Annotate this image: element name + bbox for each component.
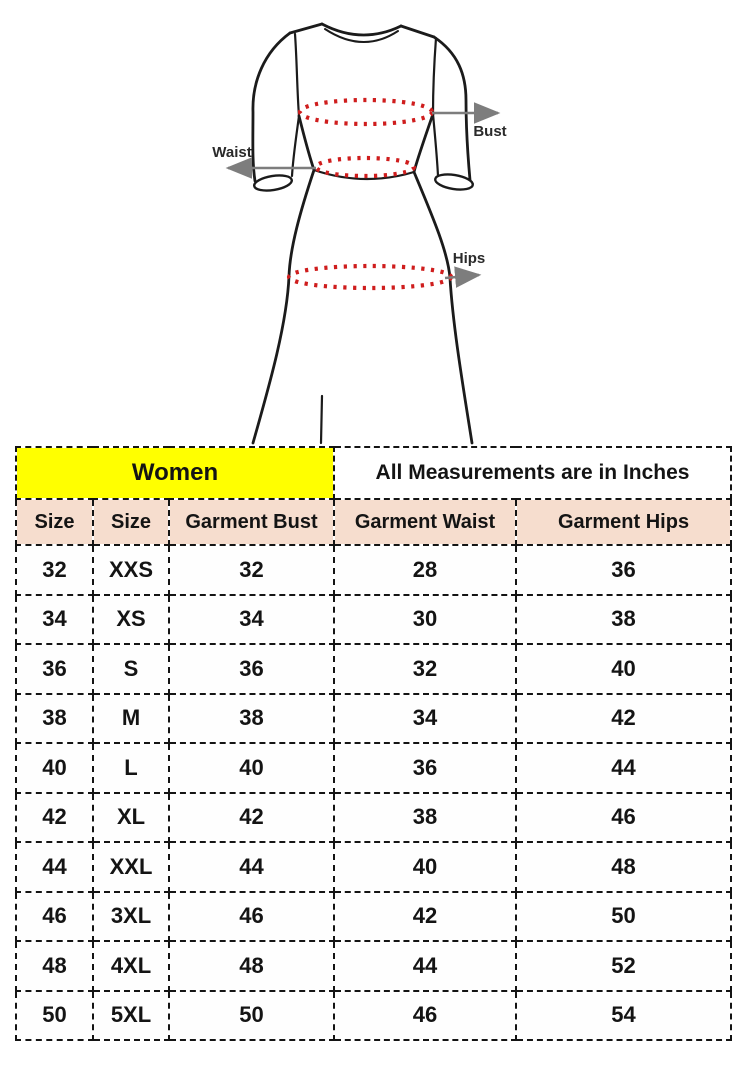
table-row <box>16 694 731 744</box>
table-row <box>16 595 731 645</box>
bust-measure-ellipse <box>300 100 432 124</box>
cell-bust: 50 <box>169 991 334 1041</box>
cell-size-number: 46 <box>16 892 93 942</box>
cell-hips: 44 <box>516 743 731 793</box>
women-group-header: Women <box>16 447 334 499</box>
cell-hips: 50 <box>516 892 731 942</box>
cell-size-letter: XXS <box>93 545 169 595</box>
cell-bust: 32 <box>169 545 334 595</box>
cell-size-letter: S <box>93 644 169 694</box>
cell-size-number: 36 <box>16 644 93 694</box>
right-armhole-seam <box>433 38 436 114</box>
col-header-size-letter: Size <box>93 499 169 545</box>
col-header-size-number: Size <box>16 499 93 545</box>
cell-hips: 48 <box>516 842 731 892</box>
cell-hips: 52 <box>516 941 731 991</box>
center-slit <box>321 396 322 443</box>
cell-waist: 44 <box>334 941 516 991</box>
left-cuff <box>253 173 293 193</box>
cell-bust: 36 <box>169 644 334 694</box>
right-bodice-side <box>414 114 433 172</box>
column-header-row <box>16 499 731 545</box>
cell-waist: 38 <box>334 793 516 843</box>
bust-label: Bust <box>473 123 507 140</box>
cell-size-number: 34 <box>16 595 93 645</box>
cell-waist: 42 <box>334 892 516 942</box>
cell-hips: 40 <box>516 644 731 694</box>
measurement-unit-header: All Measurements are in Inches <box>334 447 731 499</box>
cell-size-number: 40 <box>16 743 93 793</box>
cell-hips: 38 <box>516 595 731 645</box>
table-row <box>16 991 731 1041</box>
cell-bust: 48 <box>169 941 334 991</box>
cell-waist: 30 <box>334 595 516 645</box>
cell-size-number: 42 <box>16 793 93 843</box>
table-row <box>16 892 731 942</box>
hips-label: Hips <box>452 250 486 267</box>
cell-size-letter: XL <box>93 793 169 843</box>
cell-size-letter: 5XL <box>93 991 169 1041</box>
cell-waist: 40 <box>334 842 516 892</box>
cell-bust: 42 <box>169 793 334 843</box>
cell-bust: 44 <box>169 842 334 892</box>
cell-size-letter: L <box>93 743 169 793</box>
waist-label: Waist <box>212 144 252 161</box>
garment-measurement-diagram <box>0 0 746 446</box>
col-header-garment-bust: Garment Bust <box>169 499 334 545</box>
waist-measure-ellipse <box>316 158 414 176</box>
left-bodice-side <box>299 116 314 170</box>
group-header-row <box>16 447 731 499</box>
table-row <box>16 644 731 694</box>
cell-hips: 42 <box>516 694 731 744</box>
cell-hips: 46 <box>516 793 731 843</box>
cell-hips: 54 <box>516 991 731 1041</box>
table-row <box>16 545 731 595</box>
cell-size-letter: 3XL <box>93 892 169 942</box>
right-sleeve-outer <box>434 37 470 180</box>
right-cuff <box>434 172 474 192</box>
cell-size-letter: XXL <box>93 842 169 892</box>
cell-bust: 38 <box>169 694 334 744</box>
cell-bust: 46 <box>169 892 334 942</box>
table-row <box>16 743 731 793</box>
cell-bust: 40 <box>169 743 334 793</box>
table-row <box>16 941 731 991</box>
left-skirt-edge <box>253 170 314 443</box>
cell-size-letter: XS <box>93 595 169 645</box>
col-header-garment-hips: Garment Hips <box>516 499 731 545</box>
cell-waist: 34 <box>334 694 516 744</box>
right-skirt-edge <box>414 172 472 443</box>
cell-size-number: 44 <box>16 842 93 892</box>
dress-outline <box>253 24 474 443</box>
size-chart-table <box>15 446 732 1041</box>
col-header-garment-waist: Garment Waist <box>334 499 516 545</box>
left-sleeve-outer <box>253 33 290 181</box>
cell-size-number: 38 <box>16 694 93 744</box>
cell-size-letter: M <box>93 694 169 744</box>
cell-waist: 46 <box>334 991 516 1041</box>
left-armhole-seam <box>295 34 299 116</box>
table-row <box>16 842 731 892</box>
right-sleeve-inner <box>433 114 438 176</box>
cell-waist: 32 <box>334 644 516 694</box>
cell-waist: 36 <box>334 743 516 793</box>
cell-size-number: 32 <box>16 545 93 595</box>
cell-waist: 28 <box>334 545 516 595</box>
right-shoulder <box>401 26 434 37</box>
cell-size-number: 50 <box>16 991 93 1041</box>
cell-bust: 34 <box>169 595 334 645</box>
cell-size-letter: 4XL <box>93 941 169 991</box>
cell-hips: 36 <box>516 545 731 595</box>
hips-measure-ellipse <box>289 266 451 288</box>
left-shoulder <box>290 24 322 33</box>
cell-size-number: 48 <box>16 941 93 991</box>
table-row <box>16 793 731 843</box>
